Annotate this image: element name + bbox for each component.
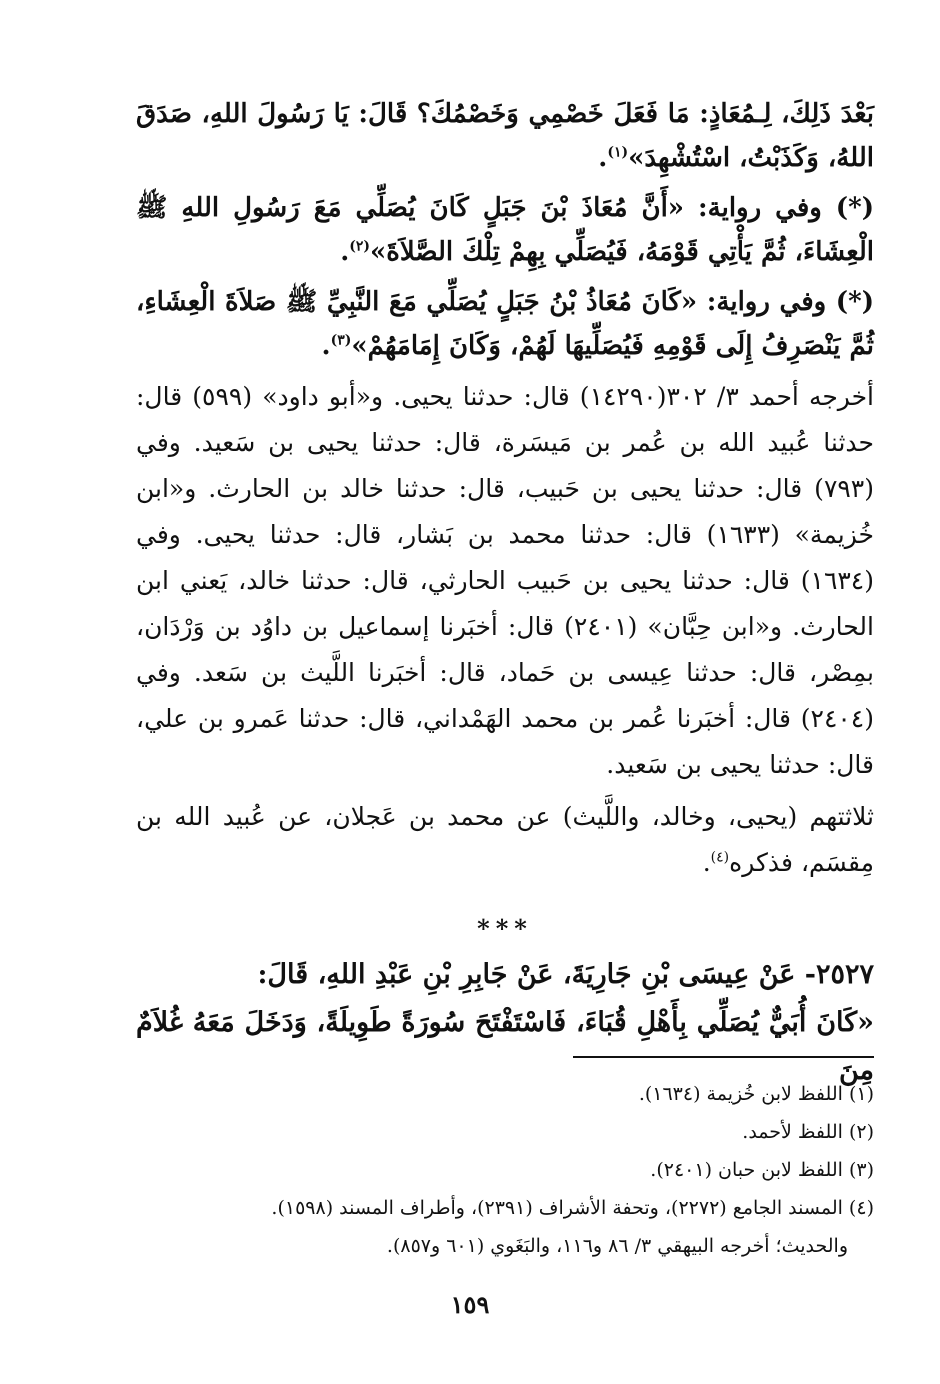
hadith-paragraph-2: (*) وفي رواية: «أَنَّ مُعَاذَ بْنَ جَبَلٍ كَانَ يُصَلِّي مَعَ رَسُولِ اللهِ ﷺ الْعِشَاءَ، ثُمَّ يَأْتِي قَوْمَهُ، فَيُصَلِّي بِهِمْ تِلْكَ الصَّلاَةَ»$^{(٢)}$. <box>136 193 874 267</box>
footnote-4-continuation: والحديث؛ أخرجه البيهقي ٣/ ٨٦ و١١٦، والبَغَوي (٦٠١ و٨٥٧). <box>386 1235 848 1257</box>
footnote-ref-4: (٤) <box>710 849 730 866</box>
footnote-ref-3: (٣) <box>330 332 352 349</box>
hadith-text: «كَانَ أُبَيٌّ يُصَلِّي بِأَهْلِ قُبَاءَ، فَاسْتَفْتَحَ سُورَةً طَوِيلَةً، وَدَخَلَ مَعَهُ غُلاَمٌ مِنَ <box>136 1007 874 1086</box>
page-number: ١٥٩ <box>450 1290 490 1319</box>
footnote-rule <box>573 1056 874 1058</box>
footnote-3: (٣) اللفظ لابن حبان (٢٤٠١). <box>650 1159 874 1181</box>
main-text <box>136 92 874 1095</box>
hadith-heading: ٢٥٢٧- عَنْ عِيسَى بْنِ جَارِيَةَ، عَنْ جَابِرِ بْنِ عَبْدِ اللهِ، قَالَ: <box>257 959 874 990</box>
hadith-paragraph-3: (*) وفي رواية: «كَانَ مُعَاذُ بْنُ جَبَلٍ يُصَلِّي مَعَ النَّبِيِّ ﷺ صَلاَةَ الْعِشَاءِ، ثُمَّ يَنْصَرِفُ إِلَى قَوْمِهِ فَيُصَلِّيهَا لَهُمْ، وَكَانَ إِمَامَهُمْ»$^{(٣)}$. <box>136 287 874 361</box>
footnote-4: (٤) المسند الجامع (٢٢٧٢)، وتحفة الأشراف (٢٣٩١)، وأطراف المسند (١٥٩٨). <box>271 1197 874 1219</box>
hadith-paragraph-1: بَعْدَ ذَلِكَ، لِـمُعَاذٍ: مَا فَعَلَ خَصْمِي وَخَصْمُكَ؟ قَالَ: يَا رَسُولَ اللهِ، صَدَقَ اللهُ، وَكَذَبْتُ، اسْتُشْهِدَ»$^{(١)}$. <box>136 99 874 173</box>
footnote-2: (٢) اللفظ لأحمد. <box>742 1121 874 1143</box>
footnotes <box>136 1075 874 1265</box>
footnote-ref-1: (١) <box>607 144 629 161</box>
footnote-ref-2: (٢) <box>349 238 371 255</box>
section-separator: *** <box>477 914 533 943</box>
takhrij-paragraph: أخرجه أحمد ٣/ ٣٠٢(١٤٢٩٠) قال: حدثنا يحيى. و«أبو داود» (٥٩٩) قال: حدثنا عُبيد الله بن عُمر بن مَيسَرة، قال: حدثنا يحيى بن سَعيد. وفي (٧٩٣) قال: حدثنا يحيى بن حَبيب، قال: حدثنا خالد بن الحارث. و«ابن خُزيمة» (١٦٣٣) قال: حدثنا محمد بن بَشار، قال: حدثنا يحيى. وفي (١٦٣٤) قال: حدثنا يحيى بن حَبيب الحارثي، قال: حدثنا خالد، يَعني ابن الحارث. و«ابن حِبَّان» (٢٤٠١) قال: أخبَرنا إسماعيل بن داوُد بن وَرْدَان، بمِصْر، قال: حدثنا عِيسى بن حَماد، قال: أخبَرنا اللَّيث بن سَعد. وفي (٢٤٠٤) قال: أخبَرنا عُمر بن محمد الهَمْداني، قال: حدثنا عَمرو بن علي، قال: حدثنا يحيى بن سَعيد. <box>136 382 875 779</box>
takhrij-conclusion: ثلاثتهم (يحيى، وخالد، واللَّيث) عن محمد بن عَجلان، عن عُبيد الله بن مِقسَم، فذكره$^{(٤)}$. <box>136 802 874 877</box>
footnote-1: (١) اللفظ لابن خُزيمة (١٦٣٤). <box>638 1083 874 1105</box>
